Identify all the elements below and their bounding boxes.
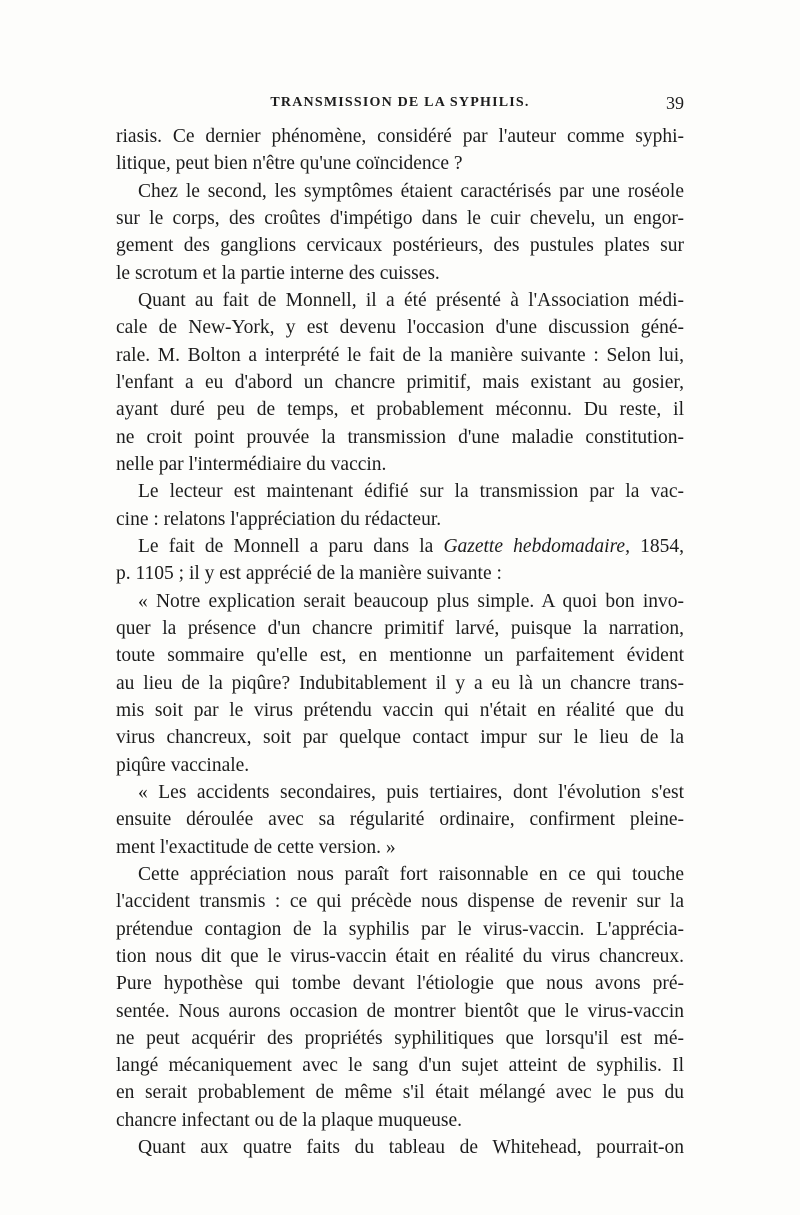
text-line: gement des ganglions cervicaux postérieurs, des pustules plates sur — [116, 235, 684, 257]
text-line: riasis. Ce dernier phénomène, considéré par l'auteur comme syphi- — [116, 126, 684, 147]
text-line: cine : relatons l'appréciation du rédacteur. — [116, 508, 442, 530]
text-line: Quant au fait de Monnell, il a été présenté à l'Association médi- — [138, 289, 684, 311]
text-line: cale de New-York, y est devenu l'occasion d'une discussion géné- — [116, 317, 684, 339]
text-line: nelle par l'intermédiaire du vaccin. — [116, 453, 387, 475]
text-line: l'accident transmis : ce qui précède nous dispense de revenir sur la — [116, 891, 684, 913]
text-line: « Les accidents secondaires, puis tertiaires, dont l'évolution s'est — [138, 781, 684, 803]
running-title: TRANSMISSION DE LA SYPHILIS. — [270, 95, 530, 110]
text-line: ayant duré peu de temps, et probablement méconnu. Du reste, il — [116, 399, 684, 421]
body-text — [116, 123, 684, 1161]
text-line: ment l'exactitude de cette version. » — [116, 836, 396, 858]
text-line — [116, 533, 684, 560]
text-line: toute sommaire qu'elle est, en mentionne un parfaitement évident — [116, 645, 684, 667]
text-line: quer la présence d'un chancre primitif larvé, puisque la narration, — [116, 617, 684, 639]
text-line: ne peut acquérir des propriétés syphilitiques que lorsqu'il est mé- — [116, 1027, 684, 1049]
text-line: Cette appréciation nous paraît fort raisonnable en ce qui touche — [138, 863, 684, 885]
text-line: au lieu de la piqûre? Indubitablement il y a eu là un chancre trans- — [116, 672, 684, 694]
text-line: litique, peut bien n'être qu'une coïncidence ? — [116, 153, 463, 175]
text-line: l'enfant a eu d'abord un chancre primitif, mais existant au gosier, — [116, 371, 684, 393]
text-line: sur le corps, des croûtes d'impétigo dans le cuir chevelu, un engor- — [116, 207, 684, 229]
text-line: Quant aux quatre faits du tableau de Whitehead, pourrait-on — [138, 1137, 684, 1159]
text-line: rale. M. Bolton a interprété le fait de la manière suivante : Selon lui, — [116, 344, 684, 366]
text-line: langé mécaniquement avec le sang d'un sujet atteint de syphilis. Il — [116, 1055, 684, 1077]
text-line: piqûre vaccinale. — [116, 754, 250, 776]
text-line: Le lecteur est maintenant édifié sur la transmission par la vac- — [138, 481, 684, 503]
text-line: virus chancreux, soit par quelque contact impur sur le lieu de la — [116, 727, 684, 749]
text-line: ne croit point prouvée la transmission d'une maladie constitution- — [116, 426, 684, 448]
text-line: Chez le second, les symptômes étaient caractérisés par une roséole — [138, 180, 684, 202]
text-line: ensuite déroulée avec sa régularité ordinaire, confirment pleine- — [116, 809, 684, 831]
text-line: en serait probablement de même s'il était mélangé avec le pus du — [116, 1082, 684, 1104]
text-line: mis soit par le virus prétendu vaccin qui n'était en réalité que du — [116, 699, 684, 721]
text-segment: Le fait de Monnell a paru dans la — [138, 535, 444, 557]
journal-title: Gazette hebdomadaire, — [443, 535, 630, 557]
text-line: p. 1105 ; il y est apprécié de la manière suivante : — [116, 563, 502, 585]
text-line: le scrotum et la partie interne des cuisses. — [116, 262, 440, 284]
text-segment: 1854, — [629, 535, 684, 557]
text-line: sentée. Nous aurons occasion de montrer bientôt que le virus-vaccin — [116, 1000, 684, 1022]
running-head — [116, 93, 684, 115]
text-line: tion nous dit que le virus-vaccin était en réalité du virus chancreux. — [116, 945, 684, 967]
page-number: 39 — [666, 93, 684, 113]
text-line: « Notre explication serait beaucoup plus simple. A quoi bon invo- — [138, 590, 684, 612]
text-line: prétendue contagion de la syphilis par le virus-vaccin. L'apprécia- — [116, 918, 684, 940]
text-line: chancre infectant ou de la plaque muqueuse. — [116, 1109, 462, 1131]
text-line: Pure hypothèse qui tombe devant l'étiologie que nous avons pré- — [116, 973, 684, 995]
